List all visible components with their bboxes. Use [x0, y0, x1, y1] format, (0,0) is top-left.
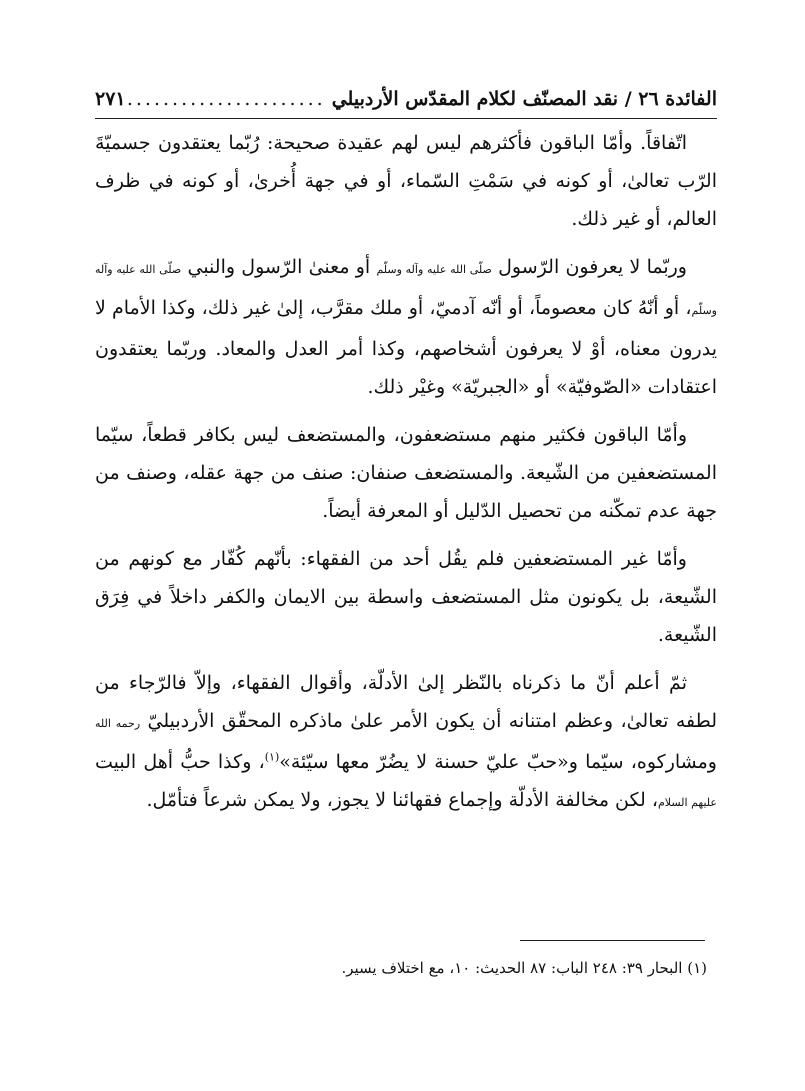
- paragraph-text: ، لكن مخالفة الأدلّة وإجماع فقهائنا لا يجوز، ولا يمكن شرعاً فتأمّل.: [146, 789, 658, 811]
- paragraph-text: أو معنىٰ الرّسول والنبي: [181, 256, 377, 278]
- paragraph: [95, 124, 717, 238]
- paragraph-text: اتّفاقاً. وأمّا الباقون فأكثرهم ليس لهم عقيدة صحيحة: رُبّما يعتقدون جسميّةَ الرّب تعالىٰ، أو كونه في سَمْتِ السّماء، أو في جهة أُخرىٰ، أو كونه في ظرف العالم، أو غير ذلك.: [95, 132, 718, 230]
- footnote: (١) البحار ٣٩: ٢٤٨ الباب: ٨٧ الحديث: ١٠، مع اختلاف يسير.: [341, 959, 707, 977]
- footnote-reference: (١): [264, 750, 280, 764]
- honorific: صلّى الله عليه وآله وسلّم: [376, 263, 492, 276]
- paragraph-text: ، أو أنّهُ كان معصوماً، أو أنّه آدميّ، أو ملك مقرَّب، إلىٰ غير ذلك، وكذا الأمام لا يدرون معناه، أوْ لا يعرفون أشخاصهم، وكذا أمر العدل والمعاد. وربّما يعتقدون اعتقادات «الصّوفيّة» أو «الجبريّة» وغيْر ذلك.: [95, 297, 717, 398]
- paragraph: [95, 416, 717, 530]
- paragraph-text: وأمّا غير المستضعفين فلم يقُل أحد من الفقهاء: بأنّهم كُفّار مع كونهم من الشّيعة، بل يكونون مثل المستضعف واسطة بين الايمان والكفر داخلاً في فِرَق الشّيعة.: [95, 548, 717, 646]
- honorific: عليهم السلام: [657, 796, 717, 809]
- paragraph-text: ومشاركوه، سيّما و«حبّ عليّ حسنة لا يضُرّ معها سيّئة»: [279, 751, 717, 773]
- header-rule: [95, 118, 717, 119]
- running-header: [95, 82, 717, 116]
- paragraph-text: وأمّا الباقون فكثير منهم مستضعفون، والمستضعف ليس بكافر قطعاً، سيّما المستضعفين من الشّيعة. والمستضعف صنفان: صنف من جهة عقله، وصنف من جهة عدم تمكّنه من تحصيل الدّليل أو المعرفة أيضاً.: [95, 424, 717, 522]
- paragraph: [95, 248, 717, 406]
- paragraph-text: ثمّ أعلم أنّ ما ذكرناه بالنّظر إلىٰ الأدلّة، وأقوال الفقهاء، وإلاّ فالرّجاء من لطفه تعالىٰ، وعظم امتنانه أن يكون الأمر علىٰ ماذكره المحقّق الأردبيليّ: [95, 672, 717, 732]
- honorific: رحمه الله: [95, 717, 141, 730]
- footnote-rule: [520, 940, 705, 941]
- paragraph-text: ، وكذا حبُّ أهل البيت: [95, 751, 265, 773]
- paragraph: [95, 540, 717, 654]
- chapter-title: الفائدة ٢٦ / نقد المصنّف لكلام المقدّس الأردبيلي: [331, 88, 717, 110]
- leader-dots: ......................: [126, 88, 326, 110]
- paragraph-text: وربّما لا يعرفون الرّسول: [491, 256, 687, 278]
- honorific: صلّى الله عليه وآله وسلّم: [95, 263, 717, 317]
- paragraph: [95, 664, 717, 822]
- body-text: [95, 124, 717, 832]
- page-number: ٢٧١: [95, 88, 126, 110]
